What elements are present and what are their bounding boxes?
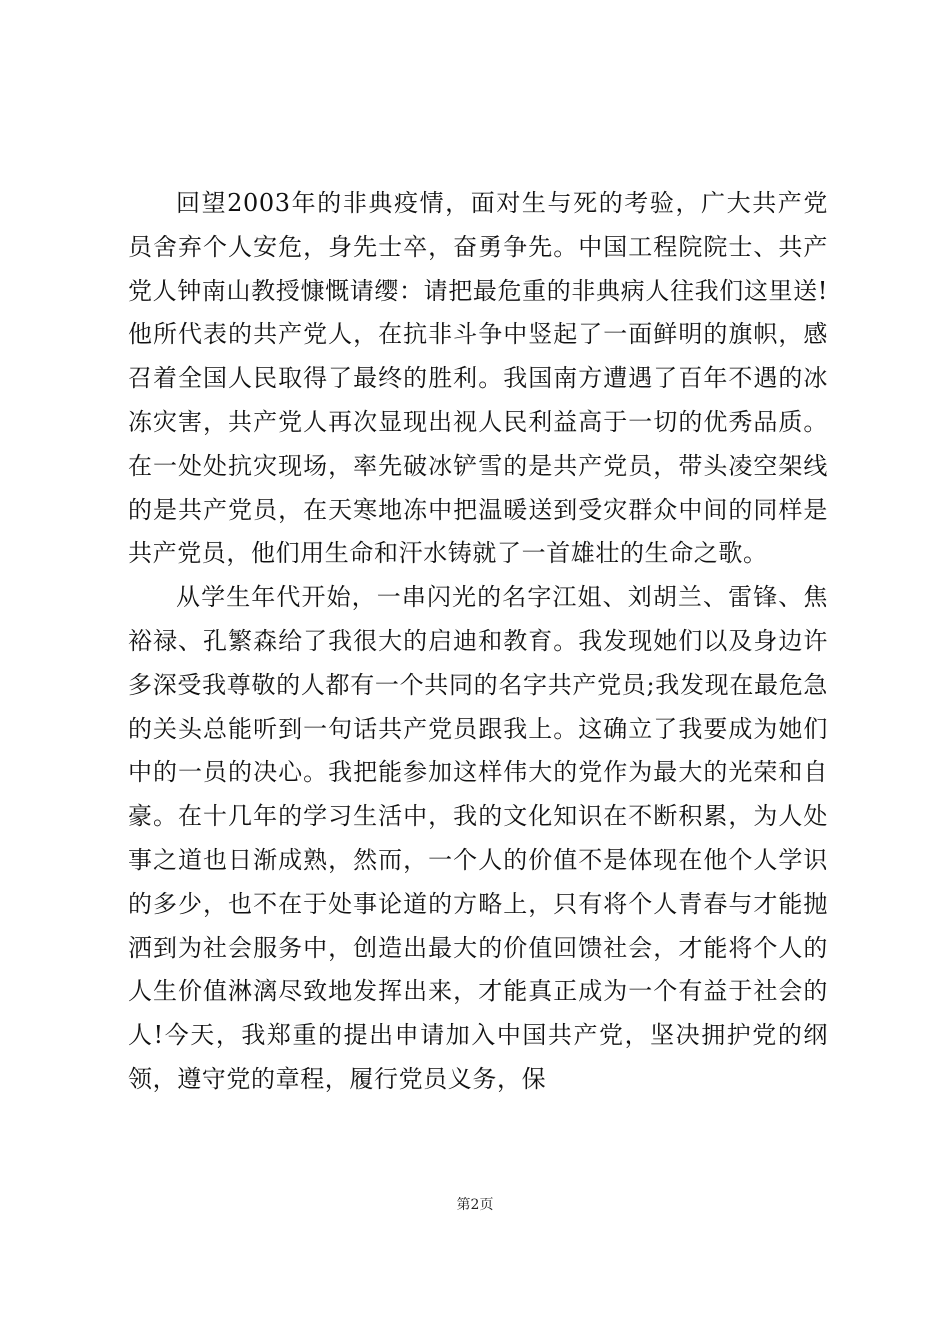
document-body bbox=[128, 182, 828, 1102]
paragraph-2: 从学生年代开始，一串闪光的名字江姐、刘胡兰、雷锋、焦裕禄、孔繁森给了我很大的启迪和教育。我发现她们以及身边许多深受我尊敬的人都有一个共同的名字共产党员;我发现在最危急的关头总能听到一句话共产党员跟我上。这确立了我要成为她们中的一员的决心。我把能参加这样伟大的党作为最大的光荣和自豪。在十几年的学习生活中，我的文化知识在不断积累，为人处事之道也日渐成熟，然而，一个人的价值不是体现在他个人学识的多少，也不在于处事论道的方略上，只有将个人青春与才能抛洒到为社会服务中，创造出最大的价值回馈社会，才能将个人的人生价值淋漓尽致地发挥出来，才能真正成为一个有益于社会的人!今天，我郑重的提出申请加入中国共产党，坚决拥护党的纲领，遵守党的章程，履行党员义务，保 bbox=[128, 583, 828, 1093]
page-number: 第2页 bbox=[456, 1197, 494, 1213]
paragraph-1: 回望2003年的非典疫情，面对生与死的考验，广大共产党员舍弃个人安危，身先士卒，奋勇争先。中国工程院院士、共产党人钟南山教授慷慨请缨：请把最危重的非典病人往我们这里送!他所代表的共产党人，在抗非斗争中竖起了一面鲜明的旗帜，感召着全国人民取得了最终的胜利。我国南方遭遇了百年不遇的冰冻灾害，共产党人再次显现出视人民利益高于一切的优秀品质。在一处处抗灾现场，率先破冰铲雪的是共产党员，带头凌空架线的是共产党员，在天寒地冻中把温暖送到受灾群众中间的同样是共产党员，他们用生命和汗水铸就了一首雄壮的生命之歌。 bbox=[128, 189, 828, 568]
